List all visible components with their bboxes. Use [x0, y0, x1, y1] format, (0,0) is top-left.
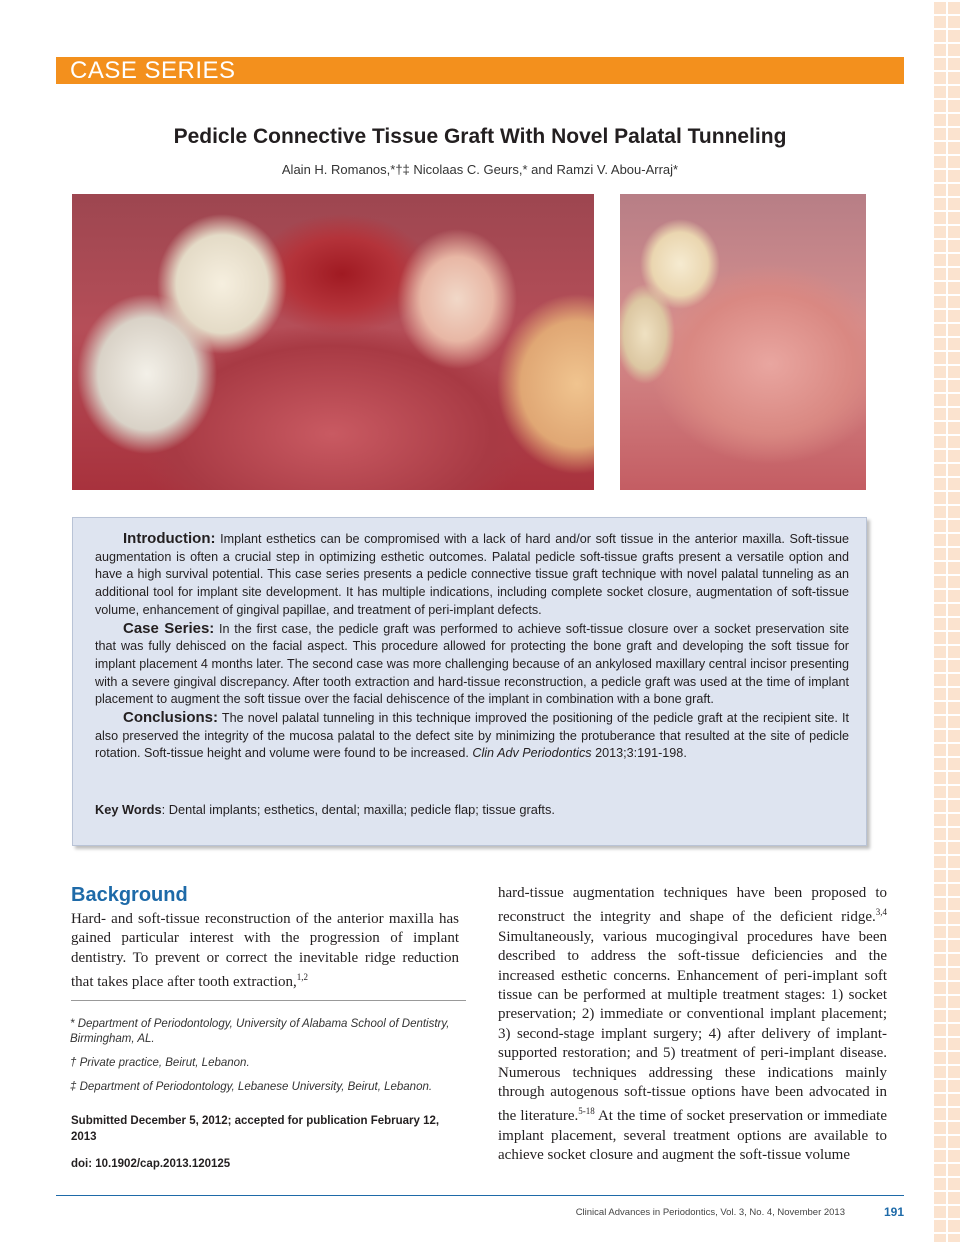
abstract-introduction: [95, 530, 849, 620]
footnote-3-text: Department of Periodontology, Lebanese University, Beirut, Lebanon.: [79, 1081, 433, 1093]
page-edge-pattern: [932, 0, 960, 1242]
page-number: 191: [884, 1205, 905, 1219]
footer-rule: [56, 1195, 904, 1196]
abstract-text: [95, 530, 849, 763]
abstract-conclusions: [95, 709, 849, 763]
article-title: Pedicle Connective Tissue Graft With Novel Palatal Tunneling: [173, 125, 787, 148]
section-banner: [56, 57, 904, 84]
intro-text: Implant esthetics can be compromised with a lack of hard and/or soft tissue in the anterior maxilla. Soft-tissue augmentation is often a crucial step in optimizing esthetic outcomes. Palatal pedicle soft-tissue grafts present a versatile option and have a high survival potential. This case series presents a pedicle connective tissue graft technique with novel palatal tunneling as an additional tool for implant site development. It has multiple indications, including complete socket closure, augmentation of soft-tissue volume, enhancement of gingival papillae, and treatment of peri-implant defects.: [95, 532, 849, 617]
body-column-right: [498, 884, 887, 1166]
clinical-photo-left: [72, 194, 594, 490]
case-heading: Case Series:: [123, 619, 215, 637]
col1-ref: 1,2: [296, 972, 308, 983]
conclusions-text: The novel palatal tunneling in this technique improved the positioning of the pedicle graft at the recipient site. It also preserved the integrity of the mucosa palatal to the defect site by minimizing the protuberance that resulted at the site of pedicle rotation. Soft-tissue height and volume were found to be increased.: [95, 711, 849, 761]
col2-text-c: At the time of socket preservation or immediate implant placement, several treatment options are available to achieve socket closure and augment the soft-tissue volume: [498, 1108, 887, 1164]
footnote-3-mark: ‡: [70, 1081, 77, 1093]
col2-ref-1: 3,4: [875, 907, 887, 918]
conclusions-heading: Conclusions:: [123, 709, 219, 727]
footnote-1: [70, 1017, 465, 1047]
footnote-3: [70, 1080, 465, 1095]
citation-journal: Clin Adv Periodontics: [472, 746, 592, 761]
key-words-text: : Dental implants; esthetics, dental; maxilla; pedicle flap; tissue grafts.: [161, 802, 555, 817]
article-authors: Alain H. Romanos,*†‡ Nicolaas C. Geurs,* and Ramzi V. Abou-Arraj*: [281, 162, 679, 177]
submission-dates: Submitted December 5, 2012; accepted for publication February 12, 2013: [71, 1115, 440, 1143]
banner-label: CASE SERIES: [70, 57, 236, 84]
col2-text-a: hard-tissue augmentation techniques have been proposed to reconstruct the integrity and shape of the deficient ridge.: [498, 885, 887, 926]
abstract-case-series: [95, 620, 849, 710]
key-words-heading: Key Words: [95, 802, 162, 817]
footnote-1-mark: *: [70, 1018, 75, 1030]
clinical-photo-right: [620, 194, 866, 490]
background-heading: Background: [71, 884, 188, 906]
intro-heading: Introduction:: [123, 530, 216, 547]
doi-link[interactable]: doi: 10.1902/cap.2013.120125: [71, 1158, 231, 1170]
case-text: In the first case, the pedicle graft was performed to achieve soft-tissue closure over a socket preservation site that was fully dehisced on the facial aspect. This procedure allowed for protecting the bone graft and developing the soft tissue for implant placement 4 months later. The second case was more challenging because of an ankylosed maxillary central incisor presenting with a severe gingival discrepancy. After tooth extraction and hard-tissue reconstruction, a pedicle graft was used at the time of implant placement to augment the soft tissue over the facial dehiscence of the implant in combination with a bone graft.: [95, 621, 849, 707]
footnote-1-text: Department of Periodontology, University of Alabama School of Dentistry, Birmingham, AL.: [70, 1018, 450, 1045]
col1-text: Hard- and soft-tissue reconstruction of the anterior maxilla has gained particular interest with the progression of implant dentistry. To prevent or correct the inevitable ridge reduction that takes place after tooth extraction,: [71, 911, 459, 991]
citation-ref: 2013;3:191-198.: [591, 746, 687, 761]
footnote-2-text: Private practice, Beirut, Lebanon.: [79, 1057, 250, 1069]
footnote-2-mark: †: [70, 1057, 77, 1069]
col2-text-b: Simultaneously, various mucogingival procedures have been described to address the soft-tissue deficiencies and the increased esthetic concerns. Enhancement of peri-implant soft tissue can be performed at multiple treatment stages: 1) socket preservation; 2) immediate or conventional implant placement; 3) second-stage implant surgery; 4) after delivery of implant-supported restoration; and 5) treatment of peri-implant disease. Numerous techniques addressing these indications mainly through autogenous soft-tissue options have been advocated in the literature.: [498, 928, 887, 1125]
footer-journal: Clinical Advances in Periodontics, Vol. 3, No. 4, November 2013: [575, 1207, 845, 1218]
body-column-left: [71, 910, 459, 993]
footnote-divider: [71, 1000, 466, 1001]
footnote-2: [70, 1056, 465, 1071]
abstract-box: [72, 517, 867, 846]
key-words: [95, 802, 555, 817]
col2-ref-2: 5-18: [578, 1106, 595, 1117]
